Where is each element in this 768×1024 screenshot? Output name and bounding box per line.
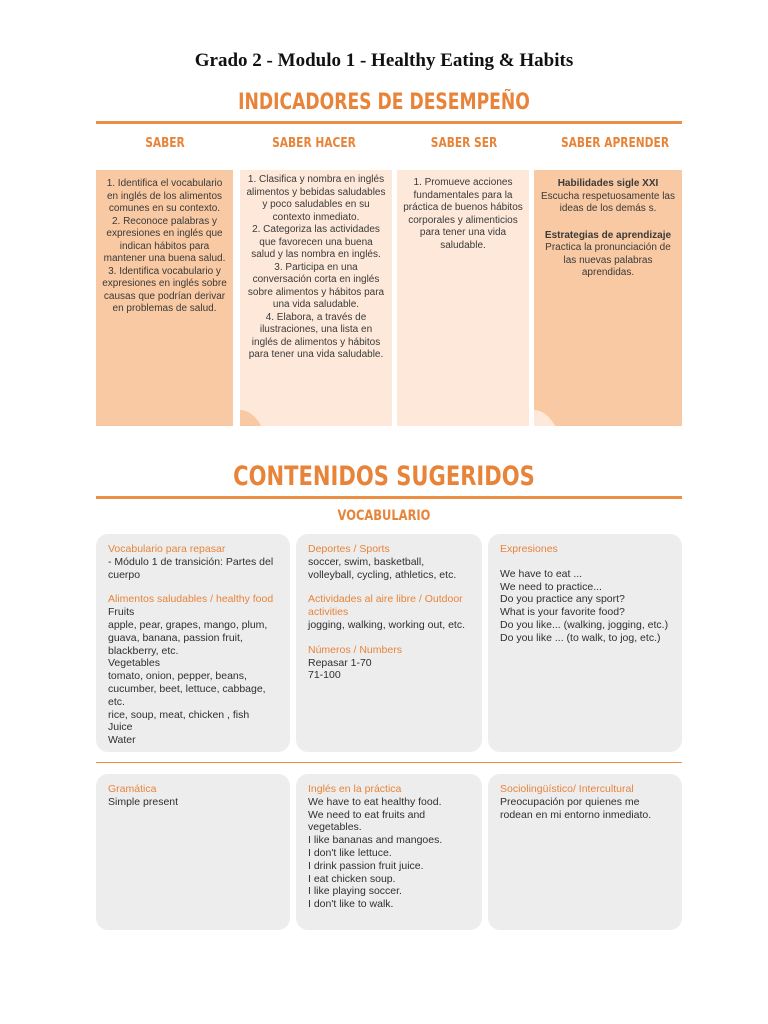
document-title: Grado 2 - Modulo 1 - Healthy Eating & Habits bbox=[194, 50, 574, 71]
thin-divider bbox=[96, 762, 682, 763]
saber-hacer-item-3: 3. Participa en una conversación corta en inglés sobre alimentos y hábitos para una vida saludable. bbox=[247, 261, 385, 310]
habilidades-text: Escucha respetuosamente las ideas de los demás s. bbox=[541, 190, 675, 214]
card-label: Inglés en la práctica bbox=[308, 783, 402, 795]
card-ingles-practica bbox=[296, 774, 482, 930]
card-gramatica bbox=[96, 774, 290, 930]
saber-ser-box bbox=[397, 170, 529, 426]
contenidos-heading: CONTENIDOS SUGERIDOS bbox=[233, 461, 535, 492]
saber-aprender-box bbox=[534, 170, 682, 426]
card-sociolinguistico bbox=[488, 774, 682, 930]
card-line: Juice bbox=[108, 721, 133, 734]
saber-hacer-box bbox=[240, 170, 392, 426]
card-line: I don't like to walk. bbox=[308, 898, 394, 911]
saber-hacer-item-2: 2. Categoriza las actividades que favorecen una buena salud y las nombra en inglés. bbox=[251, 224, 381, 260]
card-line: We have to eat ... bbox=[500, 567, 583, 580]
card-line: rice, soup, meat, chicken , fish bbox=[108, 708, 250, 721]
card-line: tomato, onion, pepper, beans, cucumber, beet, lettuce, cabbage, etc. bbox=[108, 670, 266, 708]
card-line: Do you like... (walking, jogging, etc.) bbox=[500, 618, 669, 631]
card-label: Expresiones bbox=[500, 543, 558, 555]
card-line: I like bananas and mangoes. bbox=[308, 834, 443, 847]
card-line: I like playing soccer. bbox=[308, 885, 402, 898]
saber-item-2: 2. Reconoce palabras y expresiones en inglés que indican hábitos para mantener una buena salud. bbox=[103, 215, 226, 264]
card-line: Fruits bbox=[108, 606, 135, 619]
card-line: I drink passion fruit juice. bbox=[308, 859, 424, 872]
estrategias-text: Practica la pronunciación de las nuevas palabras aprendidas. bbox=[545, 242, 671, 278]
col-header-saber-hacer: SABER HACER bbox=[272, 136, 356, 151]
col-header-saber-aprender: SABER APRENDER bbox=[560, 136, 670, 151]
card-line: Repasar 1-70 bbox=[308, 656, 372, 669]
vocab-card-expresiones bbox=[488, 534, 682, 752]
card-line: We need to eat fruits and vegetables. bbox=[308, 808, 426, 834]
card-label: Actividades al aire libre / Outdoor activities bbox=[308, 593, 463, 619]
card-label: Números / Numbers bbox=[308, 643, 402, 656]
card-line: Do you like ... (to walk, to jog, etc.) bbox=[500, 631, 661, 644]
orange-divider bbox=[96, 121, 682, 124]
saber-item-3: 3. Identifica vocabulario y expresiones en inglés sobre causas que podrían derivar en problemas de salud. bbox=[102, 265, 227, 314]
card-line: We have to eat healthy food. bbox=[308, 795, 442, 808]
card-line: Do you practice any sport? bbox=[500, 593, 625, 606]
card-text: jogging, walking, working out, etc. bbox=[308, 618, 466, 631]
card-label: Alimentos saludables / healthy food bbox=[108, 593, 274, 606]
saber-item-1: 1. Identifica el vocabulario en inglés de los alimentos comunes en su contexto. bbox=[106, 178, 223, 214]
card-label: Gramática bbox=[108, 783, 157, 795]
indicadores-heading: INDICADORES DE DESEMPEÑO bbox=[238, 90, 530, 115]
saber-hacer-item-1: 1. Clasifica y nombra en inglés alimentos y bebidas saludables y poco saludables en su contexto inmediato. bbox=[246, 174, 386, 223]
puzzle-notch bbox=[240, 410, 271, 426]
puzzle-notch bbox=[397, 410, 428, 426]
card-line: apple, pear, grapes, mango, plum, guava, banana, passion fruit, blackberry, etc. bbox=[108, 618, 268, 657]
card-line: I don't like lettuce. bbox=[308, 846, 392, 859]
habilidades-title: Habilidades sigle XXI bbox=[557, 178, 659, 189]
vocab-card-deportes bbox=[296, 534, 482, 752]
col-header-saber-ser: SABER SER bbox=[430, 136, 498, 151]
col-header-saber: SABER bbox=[145, 136, 185, 151]
card-line: 71-100 bbox=[308, 669, 341, 682]
card-label: Deportes / Sports bbox=[308, 543, 390, 555]
card-label: Sociolingüístico/ Intercultural bbox=[500, 783, 634, 795]
card-line: I eat chicken soup. bbox=[308, 872, 396, 885]
card-line: What is your favorite food? bbox=[500, 606, 625, 619]
card-text: Preocupación por quienes me rodean en mi entorno inmediato. bbox=[500, 795, 652, 821]
card-text: - Módulo 1 de transición: Partes del cuerpo bbox=[108, 555, 274, 581]
card-line: Water bbox=[108, 734, 136, 747]
card-label: Vocabulario para repasar bbox=[108, 543, 226, 555]
card-line: We need to practice... bbox=[500, 580, 602, 593]
card-text: soccer, swim, basketball, volleyball, cycling, athletics, etc. bbox=[308, 555, 457, 581]
card-line: Vegetables bbox=[108, 657, 160, 670]
card-text: Simple present bbox=[108, 795, 179, 808]
orange-divider bbox=[96, 496, 682, 499]
vocabulario-heading: VOCABULARIO bbox=[337, 508, 431, 524]
saber-box bbox=[96, 170, 233, 426]
saber-ser-item-1: 1. Promueve acciones fundamentales para la práctica de buenos hábitos corporales y alimenticios para tener una vida saludable. bbox=[403, 177, 523, 251]
saber-hacer-item-4: 4. Elabora, a través de ilustraciones, una lista en inglés de alimentos y hábitos para tener una vida saludable. bbox=[248, 311, 384, 360]
vocab-card-repasar bbox=[96, 534, 290, 752]
puzzle-notch bbox=[534, 410, 565, 426]
estrategias-title: Estrategias de aprendizaje bbox=[544, 229, 672, 241]
